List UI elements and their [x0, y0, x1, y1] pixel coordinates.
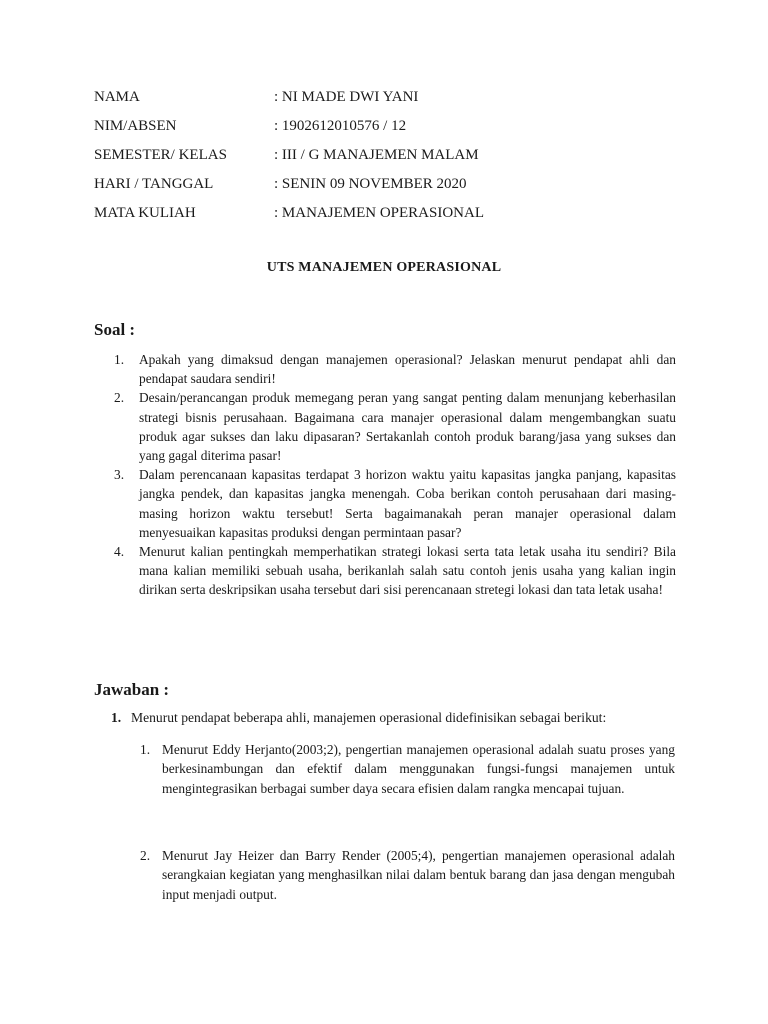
info-label: MATA KULIAH [94, 205, 196, 221]
document-title: UTS MANAJEMEN OPERASIONAL [266, 260, 502, 275]
answer-sub-item [140, 846, 675, 904]
answer-sub-item [140, 740, 675, 798]
info-label: NAMA [94, 89, 140, 105]
info-label: SEMESTER/ KELAS [94, 147, 227, 163]
question-item [114, 388, 676, 465]
jawaban-heading: Jawaban : [94, 680, 170, 699]
answer-number: 1. [111, 710, 122, 725]
answer-1-intro [111, 710, 606, 726]
sub-item-text: Menurut Jay Heizer dan Barry Render (2005;4), pengertian manajemen operasional adalah serangkaian kegiatan yang menghasilkan nilai dalam bentuk barang dan jasa dengan mengubah input menjadi output. [162, 848, 675, 902]
question-number: 1. [114, 352, 125, 367]
question-text: Desain/perancangan produk memegang peran yang sangat penting dalam menunjang keberhasilan strategi bisnis perusahaan. Bagaimana cara manajer operasional dalam mengembangkan suatu produk agar sukses dan laku dipasaran? Sertakanlah contoh produk barang/jasa yang sukses dan yang gagal diterima pasar! [139, 390, 676, 464]
info-row-mata-kuliah [94, 202, 484, 231]
info-row-nama [94, 86, 484, 115]
sub-item-number: 2. [140, 848, 151, 863]
question-text: Dalam perencanaan kapasitas terdapat 3 horizon waktu yaitu kapasitas jangka panjang, kapasitas jangka pendek, dan kapasitas jangka menengah. Coba berikan contoh perusahaan dari masing-masing horizon waktu tersebut! Serta bagaimanakah peran manajer operasional dalam menyesuaikan kapasitas produksi dengan permintaan pasar? [139, 467, 676, 540]
question-number: 4. [114, 544, 125, 560]
info-value: : MANAJEMEN OPERASIONAL [274, 205, 485, 221]
info-label: NIM/ABSEN [94, 118, 177, 134]
soal-heading: Soal : [94, 320, 136, 339]
info-value: : SENIN 09 NOVEMBER 2020 [274, 176, 467, 192]
info-row-tanggal [94, 173, 484, 202]
answer-intro-text: Menurut pendapat beberapa ahli, manajemen operasional didefinisikan sebagai berikut: [131, 710, 607, 725]
info-value: : 1902612010576 / 12 [274, 118, 407, 134]
info-value: : III / G MANAJEMEN MALAM [274, 147, 479, 163]
sub-item-text: Menurut Eddy Herjanto(2003;2), pengertian manajemen operasional adalah suatu proses yang berkesinambungan dan efektif dalam menggunakan fungsi-fungsi manajemen untuk mengintegrasikan berbagai sumber daya secara efisien dalam rangka mencapai tujuan. [162, 742, 675, 796]
sub-item-number: 1. [140, 742, 151, 757]
question-text: Menurut kalian pentingkah memperhatikan strategi lokasi serta tata letak usaha itu sendiri? Bila mana kalian memiliki sebuah usaha, berikanlah salah satu contoh jenis usaha yang kalian ingin dirikan serta deskripsikan usaha tersebut dari sisi perencanaan stretegi lokasi dan tata letak usaha! [139, 544, 676, 598]
question-item [114, 542, 676, 600]
question-number: 2. [114, 390, 125, 406]
question-text: Apakah yang dimaksud dengan manajemen operasional? Jelaskan menurut pendapat ahli dan pendapat saudara sendiri! [139, 352, 676, 387]
question-item [114, 350, 676, 388]
info-label: HARI / TANGGAL [94, 176, 214, 192]
info-row-nim [94, 115, 484, 144]
question-list [114, 350, 676, 600]
question-number: 3. [114, 467, 125, 483]
info-value: : NI MADE DWI YANI [274, 89, 419, 105]
student-info [94, 86, 484, 231]
info-row-semester [94, 144, 484, 173]
question-item [114, 465, 676, 542]
